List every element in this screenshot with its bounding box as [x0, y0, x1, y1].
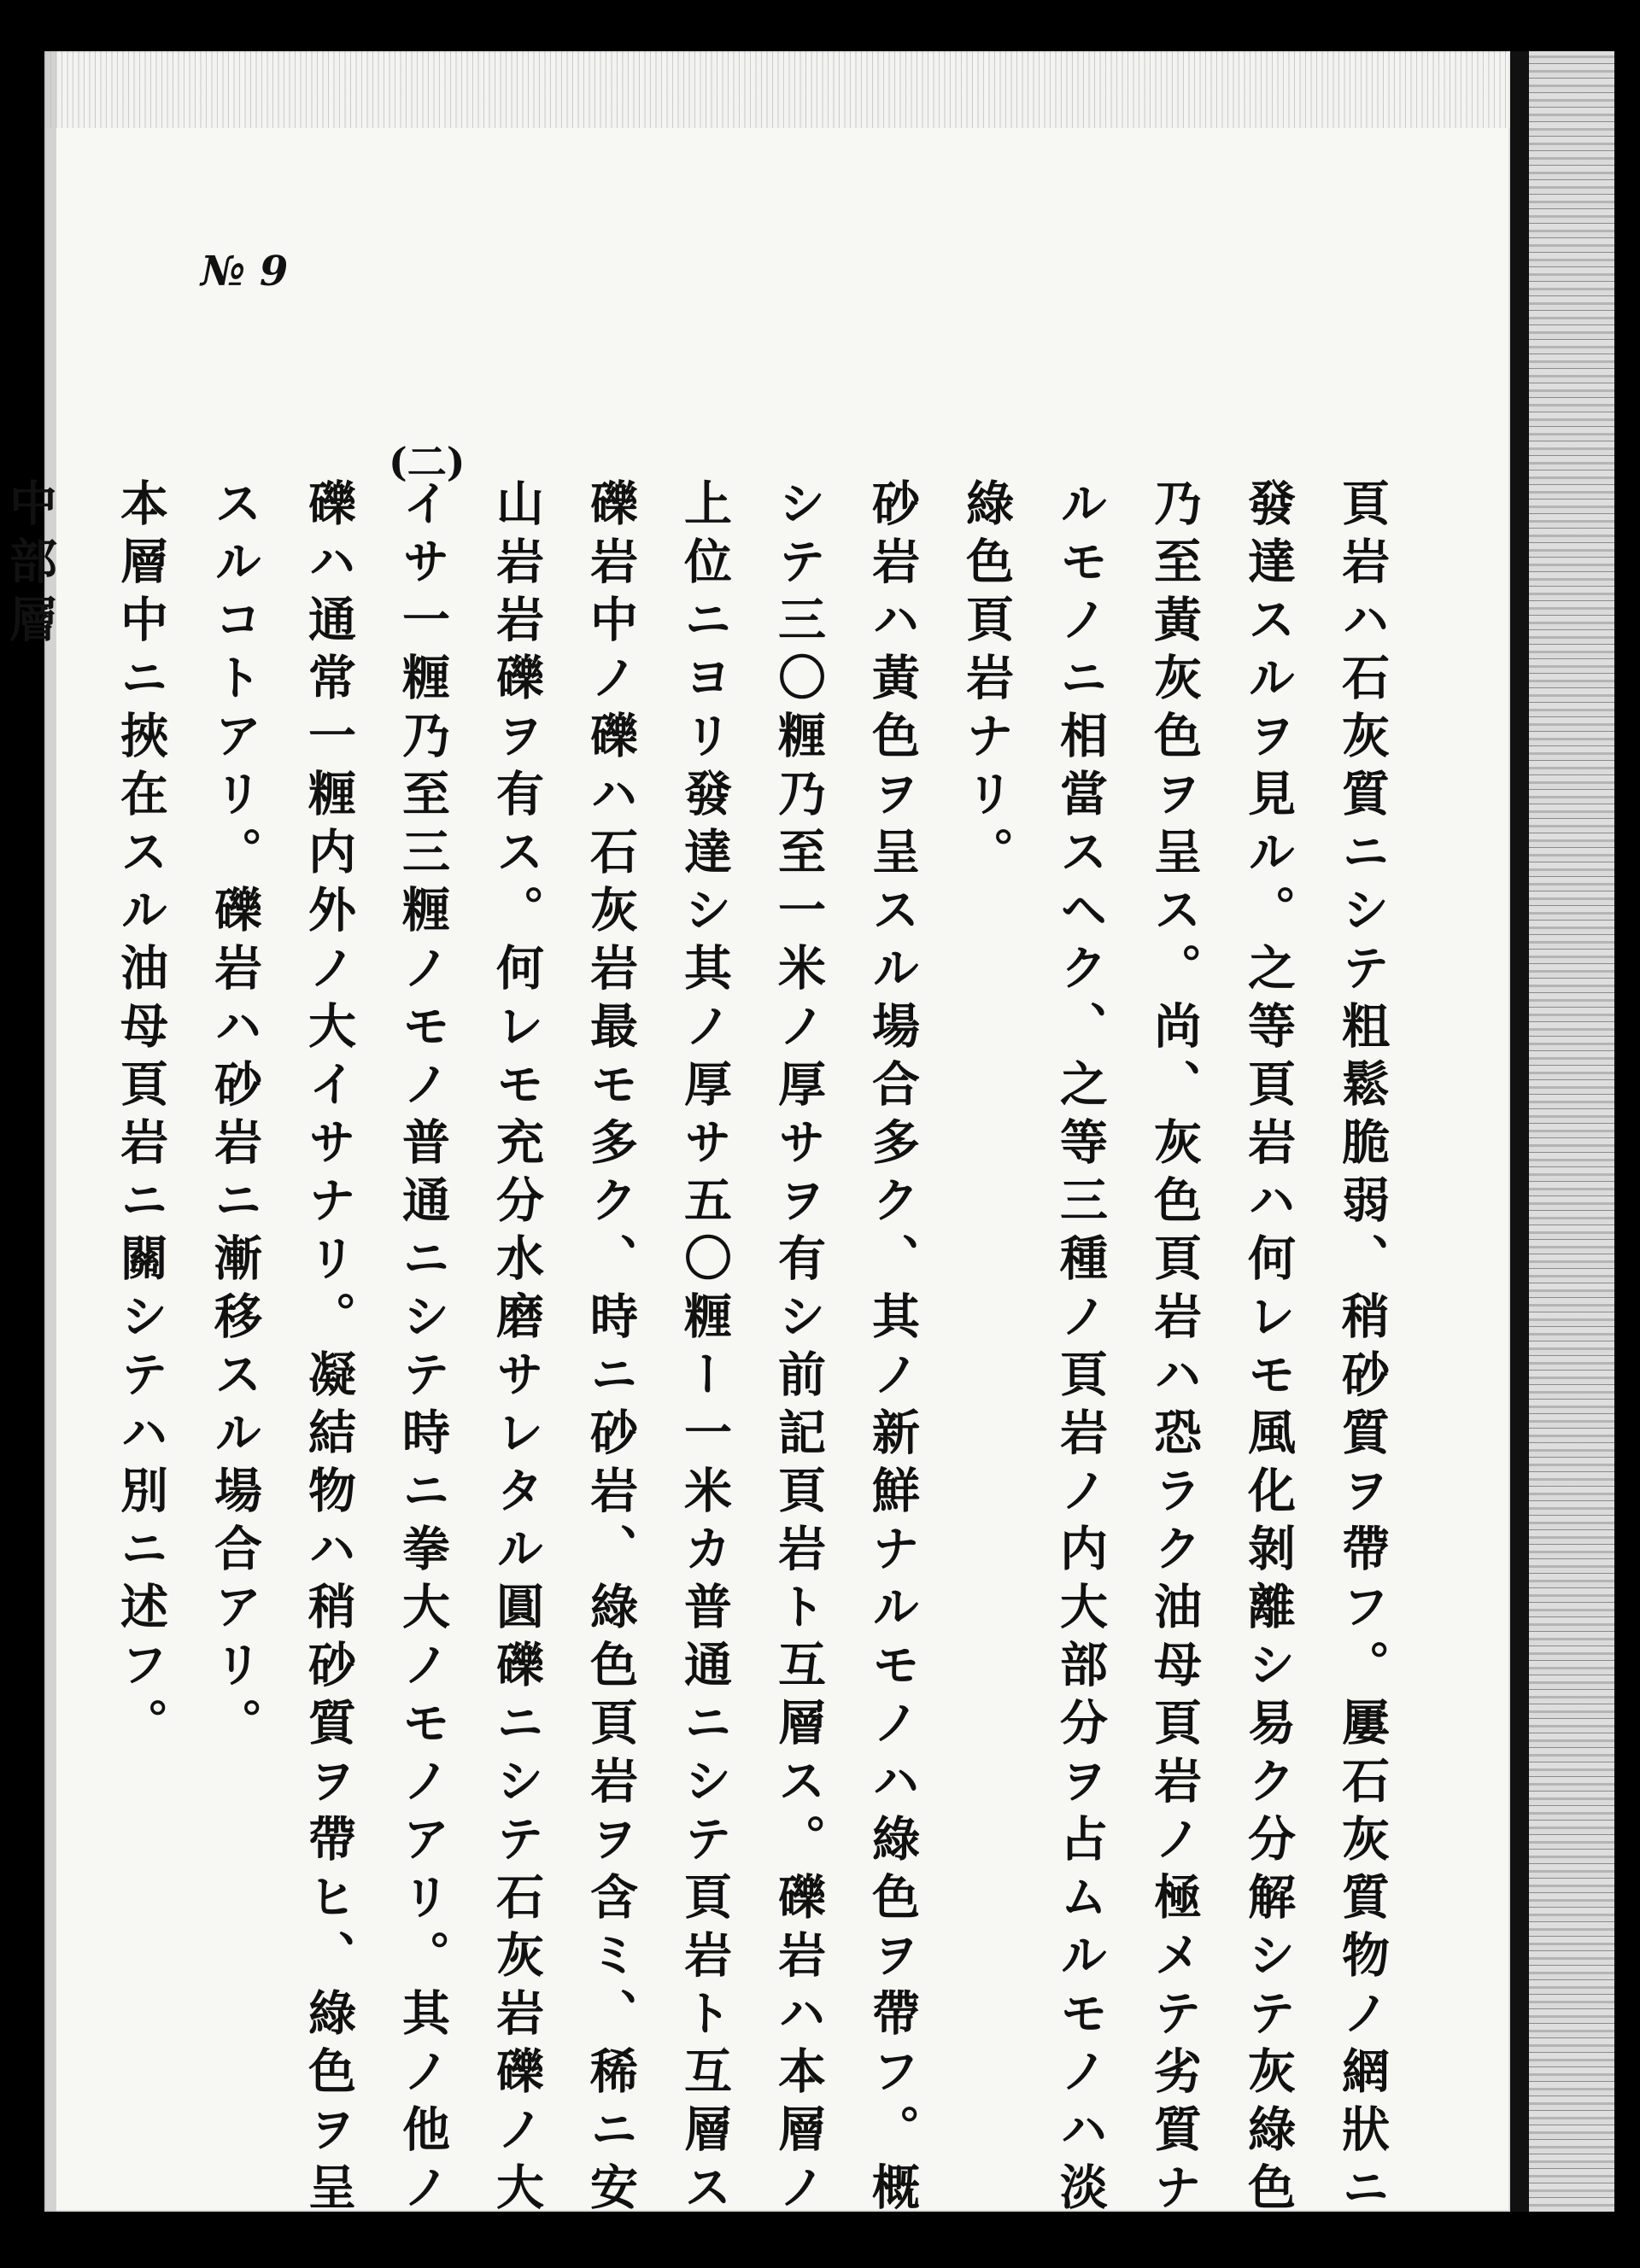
text-column: 礫ハ通常一糎内外ノ大イサナリ。凝結物ハ稍砂質ヲ帶ヒ、綠色ヲ呈 [301, 478, 357, 2220]
text-column: シテ三〇糎乃至一米ノ厚サヲ有シ前記頁岩ト互層ス。礫岩ハ本層ノ [770, 478, 827, 2220]
text-column: イサ一糎乃至三糎ノモノ普通ニシテ時ニ拳大ノモノアリ。其ノ他ノ [395, 478, 451, 2220]
text-column: ルモノニ相當スヘク、之等三種ノ頁岩ノ内大部分ヲ占ムルモノハ淡 [1052, 478, 1109, 2220]
text-column: 綠色頁岩ナリ。 [958, 478, 1015, 885]
scan-noise-top [44, 51, 1510, 128]
text-column [77, 478, 94, 2220]
text-column: 乃至黃灰色ヲ呈ス。尚、灰色頁岩ハ恐ラク油母頁岩ノ極メテ劣質ナ [1146, 478, 1203, 2220]
text-column: 發達スルヲ見ル。之等頁岩ハ何レモ風化剝離シ易ク分解シテ灰綠色 [1240, 478, 1297, 2220]
page-number: № 9 [201, 248, 289, 295]
text-column: 本層中ニ挾在スル油母頁岩ニ關シテハ別ニ述フ。 [113, 478, 169, 1756]
text-column: 頁岩ハ石灰質ニシテ粗鬆脆弱、稍砂質ヲ帶フ。屢石灰質物ノ網狀ニ [1334, 478, 1391, 2220]
text-column: スルコトアリ。礫岩ハ砂岩ニ漸移スル場合アリ。 [207, 478, 263, 1756]
text-column: 砂岩ハ黃色ヲ呈スル場合多ク、其ノ新鮮ナルモノハ綠色ヲ帶フ。概 [864, 478, 921, 2220]
section-marker: (二) [389, 439, 466, 485]
vertical-text-body [0, 478, 1409, 2220]
page-gutter [1510, 51, 1529, 2212]
section-heading: 中部層 [2, 478, 58, 652]
adjacent-page-edge [1529, 51, 1614, 2212]
text-column: 上位ニヨリ發達シ其ノ厚サ五〇糎ー一米カ普通ニシテ頁岩ト互層ス [676, 478, 733, 2220]
text-column: 礫岩中ノ礫ハ石灰岩最モ多ク、時ニ砂岩、綠色頁岩ヲ含ミ、稀ニ安 [583, 478, 639, 2220]
text-column: 山岩岩礫ヲ有ス。何レモ充分水磨サレタル圓礫ニシテ石灰岩礫ノ大 [489, 478, 545, 2220]
